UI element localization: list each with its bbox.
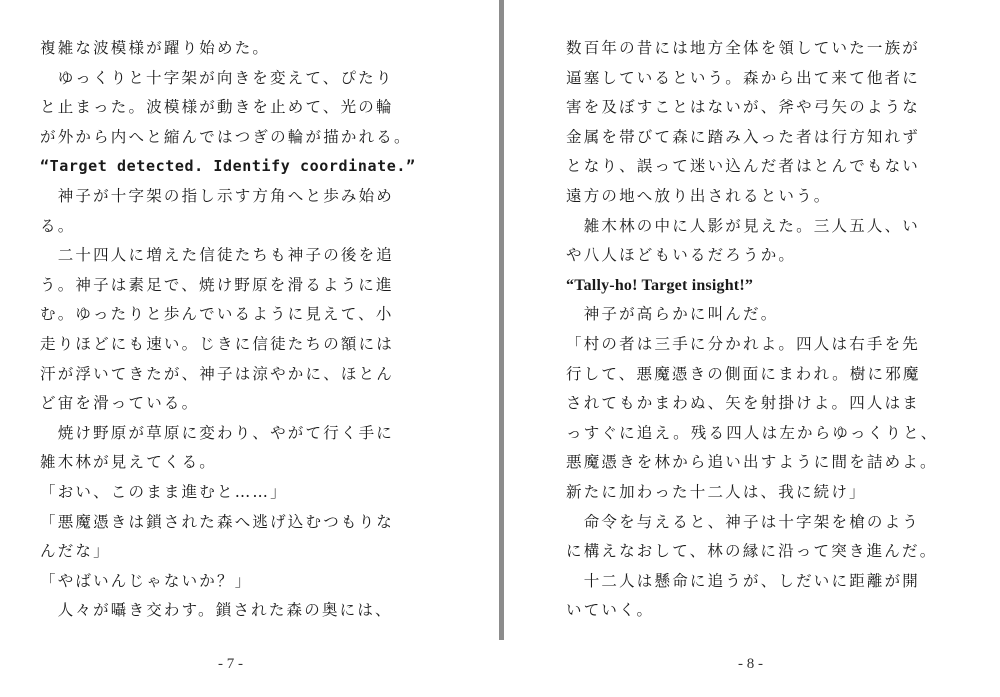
text-line: んだな」 xyxy=(40,542,111,561)
text-line: 金属を帯びて森に踏み入った者は行方知れず xyxy=(566,127,921,146)
text-line: 行して、悪魔憑きの側面にまわれ。樹に邪魔 xyxy=(566,364,921,383)
text-line: 雑木林が見えてくる。 xyxy=(40,453,218,472)
text-line: ゆっくりと十字架が向きを変えて、ぴたり xyxy=(40,68,394,87)
text-line: と止まった。波模様が動きを止めて、光の輪 xyxy=(40,98,394,117)
text-line: 焼け野原が草原に変わり、やがて行く手に xyxy=(40,423,395,442)
text-line: 十二人は懸命に追うが、しだいに距離が開 xyxy=(566,571,921,590)
text-line: 「やばいんじゃないか？」 xyxy=(40,571,253,590)
right-page xyxy=(504,0,1000,697)
text-line: ど宙を滑っている。 xyxy=(40,394,200,413)
text-line: う。神子は素足で、焼け野原を滑るように進 xyxy=(40,275,394,294)
text-line: る。 xyxy=(40,216,76,235)
right-page-text xyxy=(566,34,938,626)
text-line: や八人ほどもいるだろうか。 xyxy=(566,246,797,265)
text-line: 数百年の昔には地方全体を領していた一族が xyxy=(566,39,921,57)
text-line: いていく。 xyxy=(566,601,655,620)
text-line: となり、誤って迷い込んだ者はとんでもない xyxy=(566,157,921,176)
text-line: 走りほどにも速い。じきに信徒たちの額には xyxy=(40,334,395,353)
text-line: む。ゆったりと歩んでいるように見えて、小 xyxy=(40,305,394,324)
text-line: 人々が囁き交わす。鎖された森の奥には、 xyxy=(40,601,393,620)
text-line: 害を及ぼすことはないが、斧や弓矢のような xyxy=(566,98,921,117)
text-line: 新たに加わった十二人は、我に続け」 xyxy=(566,482,867,501)
text-line: 悪魔憑きを林から追い出すように間を詰めよ。 xyxy=(566,453,938,472)
text-line: 複雑な波模様が躍り始めた。 xyxy=(40,39,271,57)
left-page-text xyxy=(40,34,416,626)
text-line: 「おい、このまま進むと……」 xyxy=(40,482,288,501)
text-line: 「悪魔憑きは鎖された森へ逃げ込むつもりな xyxy=(40,512,395,531)
text-line: 「村の者は三手に分かれよ。四人は右手を先 xyxy=(566,334,921,353)
text-line-english-dialogue: “Tally-ho! Target insight!” xyxy=(566,276,754,294)
text-line: 命令を与えると、神子は十字架を槍のよう xyxy=(566,512,921,531)
text-line: 神子が十字架の指し示す方角へと歩み始め xyxy=(40,186,395,205)
text-line: が外から内へと縮んではつぎの輪が描かれる。 xyxy=(40,127,412,146)
text-line: 二十四人に増えた信徒たちも神子の後を追 xyxy=(40,246,395,265)
page-number: - 7 - xyxy=(218,656,243,672)
text-line: 遠方の地へ放り出されるという。 xyxy=(566,186,832,205)
text-line: されてもかまわぬ、矢を射掛けよ。四人はま xyxy=(566,394,921,413)
text-line: に構えなおして、林の縁に沿って突き進んだ。 xyxy=(566,542,938,561)
text-line-english-dialogue: “Target detected. Identify coordinate.” xyxy=(40,157,416,176)
text-line: っすぐに追え。残る四人は左からゆっくりと、 xyxy=(566,423,939,442)
text-line: 汗が浮いてきたが、神子は涼やかに、ほとん xyxy=(40,364,395,383)
text-line: 逼塞しているという。森から出て来て他者に xyxy=(566,68,921,87)
text-line: 雑木林の中に人影が見えた。三人五人、い xyxy=(566,216,921,235)
page-number: - 8 - xyxy=(738,656,763,672)
text-line: 神子が高らかに叫んだ。 xyxy=(566,305,779,324)
